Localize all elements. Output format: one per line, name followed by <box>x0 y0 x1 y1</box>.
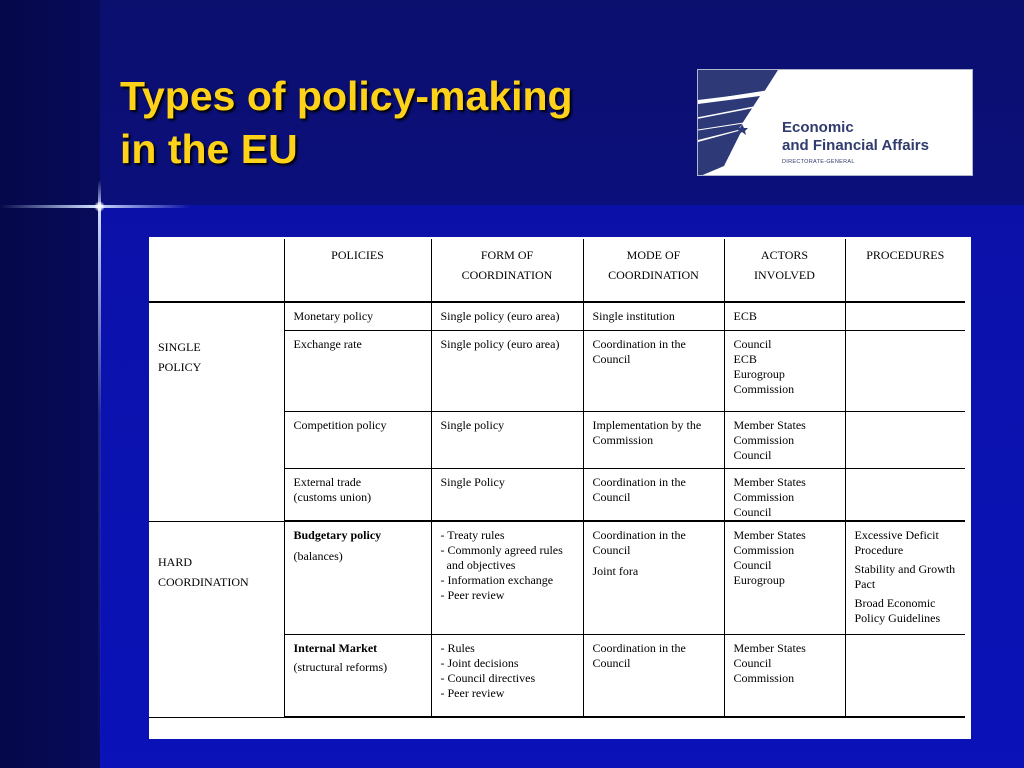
table-row <box>149 302 965 330</box>
policy-table-panel <box>149 237 971 739</box>
procedures-cell <box>845 634 965 717</box>
procedures-cell <box>845 411 965 468</box>
form-cell: Single policy <box>431 411 583 468</box>
mode-cell: Implementation by the Commission <box>583 411 724 468</box>
actors-cell: Member States Commission Council <box>724 411 845 468</box>
logo-text-financial-affairs: and Financial Affairs <box>782 137 929 154</box>
actors-cell: ECB <box>724 302 845 330</box>
actors-cell: Member States Council Commission <box>724 634 845 717</box>
form-cell: Single policy (euro area) <box>431 302 583 330</box>
group-hard-coordination: HARD COORDINATION <box>149 521 284 717</box>
title-line-2: in the EU <box>120 126 298 172</box>
table-row <box>149 521 965 634</box>
policy-cell: External trade (customs union) <box>284 468 431 521</box>
logo-text-economic: Economic <box>782 119 854 136</box>
decorative-vertical-line <box>98 180 101 768</box>
mode-cell: Single institution <box>583 302 724 330</box>
mode-cell: Coordination in the Council <box>583 468 724 521</box>
header-procedures: PROCEDURES <box>845 239 965 302</box>
actors-cell: Council ECB Eurogroup Commission <box>724 330 845 411</box>
procedures-cell: Excessive Deficit Procedure Stability and Growth Pact Broad Economic Policy Guidelines <box>845 521 965 634</box>
policy-cell: Budgetary policy (balances) <box>284 521 431 634</box>
mode-cell: Coordination in the Council Joint fora <box>583 521 724 634</box>
header-form-of-coordination: FORM OF COORDINATION <box>431 239 583 302</box>
logo-text-directorate: DIRECTORATE-GENERAL <box>782 159 855 165</box>
policy-cell: Exchange rate <box>284 330 431 411</box>
form-cell: Single Policy <box>431 468 583 521</box>
procedures-cell <box>845 468 965 521</box>
procedures-cell <box>845 302 965 330</box>
table-header-row <box>149 239 965 302</box>
form-cell: Single policy (euro area) <box>431 330 583 411</box>
header-mode-of-coordination: MODE OF COORDINATION <box>583 239 724 302</box>
policy-cell: Competition policy <box>284 411 431 468</box>
form-cell: - Rules - Joint decisions - Council directives - Peer review <box>431 634 583 717</box>
mode-cell: Coordination in the Council <box>583 634 724 717</box>
header-cell-empty <box>149 239 284 302</box>
actors-cell: Member States Commission Council <box>724 468 845 521</box>
decorative-sparkle <box>94 201 105 212</box>
actors-cell: Member States Commission Council Eurogroup <box>724 521 845 634</box>
policy-types-table <box>149 239 965 718</box>
slide-title <box>120 70 573 176</box>
header-policies: POLICIES <box>284 239 431 302</box>
policy-cell: Internal Market (structural reforms) <box>284 634 431 717</box>
mode-cell: Coordination in the Council <box>583 330 724 411</box>
ecfin-logo <box>697 69 973 176</box>
background-left-panel <box>0 0 100 768</box>
form-cell: - Treaty rules - Commonly agreed rules and objectives - Information exchange - Peer review <box>431 521 583 634</box>
header-actors-involved: ACTORS INVOLVED <box>724 239 845 302</box>
title-line-1: Types of policy-making <box>120 73 573 119</box>
group-single-policy: SINGLE POLICY <box>149 302 284 521</box>
policy-cell: Monetary policy <box>284 302 431 330</box>
procedures-cell <box>845 330 965 411</box>
